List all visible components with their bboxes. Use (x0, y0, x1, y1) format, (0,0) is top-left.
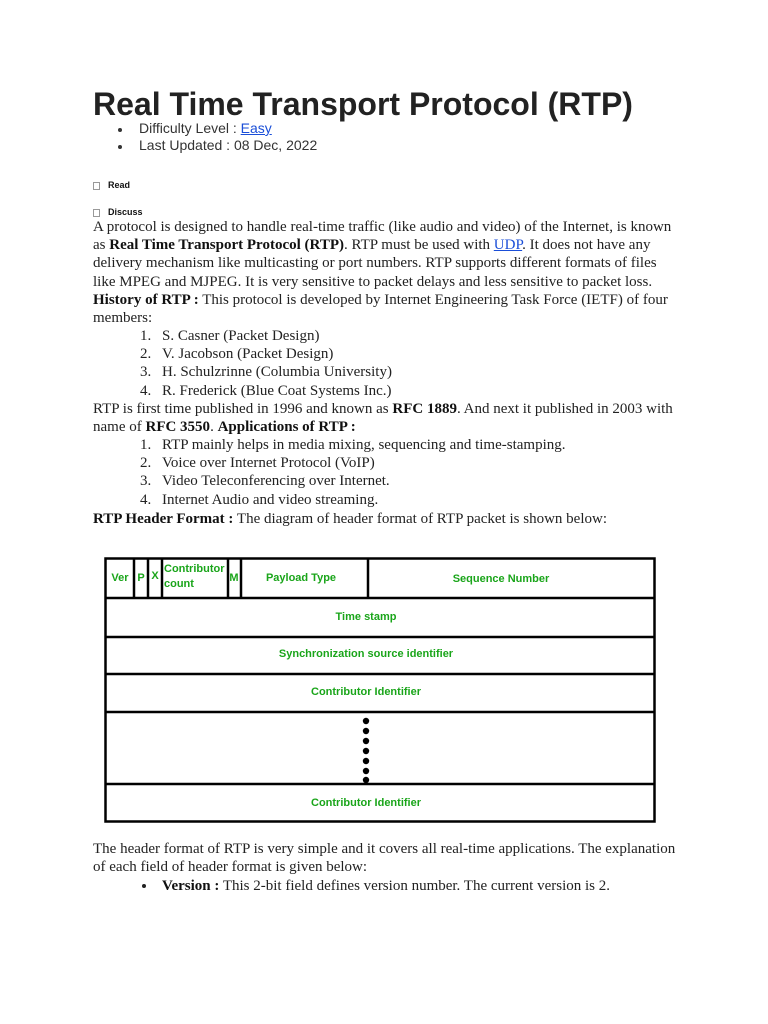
intro-text-c: . RTP must be used with (343, 237, 494, 254)
last-updated: Last Updated : 08 Dec, 2022 (118, 137, 317, 154)
padding-label: P (137, 572, 145, 584)
intro-text-a: A protocol is designed to handle real-time traffic (like audio and video) of the Internet, is known as (93, 219, 672, 254)
list-item (140, 345, 392, 363)
read-label: Read (108, 180, 131, 190)
difficulty-level (118, 120, 317, 137)
list-text: Internet Audio and video streaming. (162, 491, 379, 508)
ssrc-label: Synchronization source identifier (278, 648, 454, 660)
history-heading: History of RTP : (93, 291, 199, 308)
list-text: RTP mainly helps in media mixing, sequencing and time-stamping. (162, 437, 566, 453)
payload-type-label: Payload Type (265, 572, 337, 584)
ellipsis-dot (363, 728, 369, 734)
ellipsis-dots (363, 718, 369, 783)
list-text: R. Frederick (Blue Coat Systems Inc.) (162, 382, 392, 399)
discuss-icon (93, 209, 100, 217)
applications-list (140, 436, 565, 509)
list-item (140, 382, 392, 400)
read-button[interactable] (93, 180, 130, 190)
article-meta (118, 120, 317, 154)
history-text-c: . And next it published in 2003 with name of (93, 401, 673, 436)
list-item (140, 454, 565, 472)
list-number: 4. (140, 382, 152, 399)
discuss-button[interactable] (93, 207, 143, 217)
history-paragraph (93, 400, 678, 436)
ver-label: Ver (111, 572, 129, 584)
field-description: This 2-bit field defines version number. The current version is 2. (219, 878, 610, 894)
csrc-label-last: Contributor Identifier (311, 797, 421, 809)
list-item (140, 472, 565, 490)
difficulty-link[interactable]: Easy (240, 120, 272, 136)
explanation-paragraph: The header format of RTP is very simple and it covers all real-time applications. The explanation of each field of header format is given below: (93, 841, 676, 876)
marker-label: M (229, 572, 239, 584)
list-text: H. Schulzrinne (Columbia University) (162, 364, 392, 381)
ellipsis-dot (363, 718, 369, 724)
difficulty-label: Difficulty Level : (139, 120, 241, 136)
list-item (140, 491, 565, 509)
sequence-number-label: Sequence Number (452, 573, 550, 585)
list-number: 4. (140, 491, 152, 508)
rtp-header-diagram (104, 557, 656, 823)
rfc-1889: RFC 1889 (392, 401, 457, 417)
discuss-label: Discuss (108, 207, 143, 217)
udp-link[interactable]: UDP (493, 237, 523, 254)
list-number: 2. (140, 455, 152, 472)
list-text: V. Jacobson (Packet Design) (162, 346, 334, 363)
read-icon (93, 182, 100, 190)
field-item (140, 877, 610, 895)
page-title: Real Time Transport Protocol (RTP) (93, 86, 633, 122)
fields-list (140, 877, 610, 895)
ellipsis-dot (363, 738, 369, 744)
list-number: 3. (140, 364, 152, 381)
timestamp-label: Time stamp (335, 611, 397, 623)
rfc-3550: RFC 3550 (145, 419, 211, 436)
list-item (140, 436, 565, 454)
intro-paragraph (93, 218, 678, 327)
list-text: Voice over Internet Protocol (VoIP) (162, 455, 375, 472)
history-text-e: . (210, 419, 218, 436)
intro-text-d: . It does not have any delivery mechanism like multicasting or port numbers. RTP supports different formats of files like MPEG and MJPEG. It is very sensitive to packet delays and less sensitive to packet loss. (93, 237, 657, 290)
ellipsis-dot (363, 758, 369, 764)
ellipsis-dot (363, 748, 369, 754)
list-number: 3. (140, 473, 152, 490)
list-item (140, 363, 392, 381)
contributor-count-label: Contributor (164, 563, 225, 575)
intro-text-f: This protocol is developed by Internet Engineering Task Force (IETF) of four members: (93, 291, 668, 327)
header-format-paragraph (93, 510, 678, 528)
list-text: S. Casner (Packet Design) (162, 328, 320, 344)
header-format-text: The diagram of header format of RTP packet is shown below: (233, 511, 608, 527)
csrc-label-first: Contributor Identifier (311, 686, 421, 698)
header-format-heading: RTP Header Format : (93, 511, 234, 527)
list-number: 1. (140, 437, 152, 453)
applications-heading: Applications of RTP : (217, 419, 356, 436)
rtp-term: Real Time Transport Protocol (RTP) (109, 237, 344, 254)
field-name: Version : (162, 878, 220, 894)
list-number: 1. (140, 328, 152, 344)
extension-label: X (151, 570, 159, 582)
members-list (140, 327, 392, 400)
ellipsis-dot (363, 768, 369, 774)
ellipsis-dot (363, 777, 369, 783)
list-item (140, 327, 392, 345)
list-number: 2. (140, 346, 152, 363)
contributor-count-label-2: count (164, 578, 194, 590)
list-text: Video Teleconferencing over Internet. (162, 473, 390, 490)
history-text-a: RTP is first time published in 1996 and known as (93, 401, 393, 417)
rtp-header-svg (104, 557, 656, 823)
